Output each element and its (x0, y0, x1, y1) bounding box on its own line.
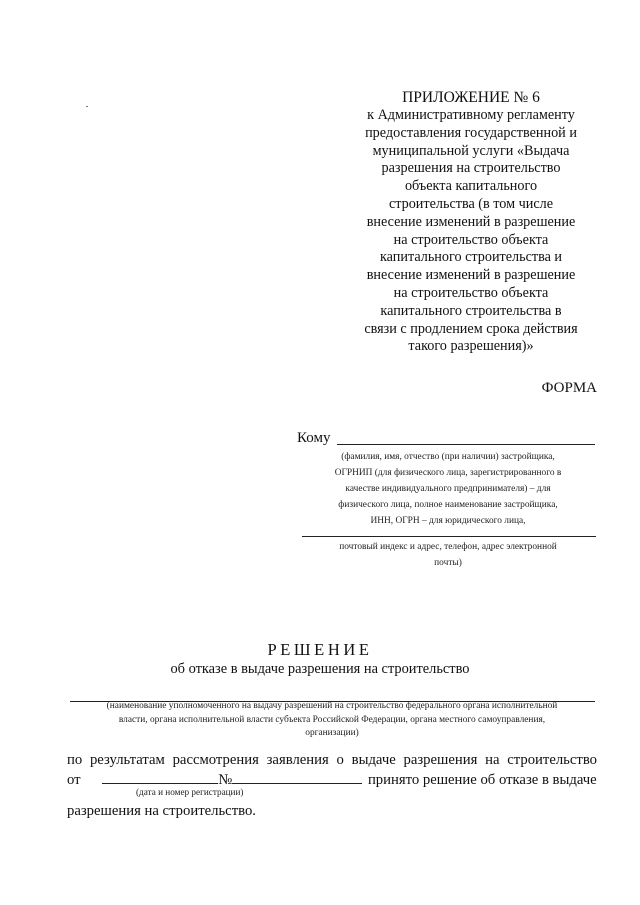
decision-line-1: по результатам рассмотрения заявления о выдаче разрешения на строительство (67, 752, 597, 768)
annex-line: объекта капитального (404, 178, 538, 195)
hint-line: почтовый индекс и адрес, телефон, адрес электронной (339, 542, 557, 552)
recipient-row (297, 430, 597, 450)
date-field[interactable] (102, 771, 218, 784)
recipient-name-line[interactable] (337, 430, 595, 445)
annex-line: связи с продлением срока действия (364, 320, 578, 337)
annex-line: к Административному регламенту (367, 107, 575, 123)
hint-line: ОГРНИП (для физического лица, зарегистрированного в (334, 468, 562, 478)
annex-line: строительства (в том числе (388, 195, 554, 212)
hint-line: организации) (305, 728, 359, 739)
annex-line: разрешения на строительство (381, 160, 561, 177)
decision-line-2-suffix: принято решение об отказе в выдаче (367, 772, 597, 788)
recipient-address-line[interactable] (302, 522, 596, 537)
date-hint: (дата и номер регистрации) (136, 787, 244, 797)
annex-line: внесение изменений в разрешение (366, 213, 576, 230)
hint-line: ИНН, ОГРН – для юридического лица, (370, 516, 526, 526)
annex-header (340, 88, 602, 356)
recipient-label: Кому (297, 430, 331, 446)
number-sign: № (218, 772, 233, 788)
annex-line: на строительство объекта (393, 231, 549, 248)
annex-line: такого разрешения)» (408, 338, 534, 355)
decision-subtitle: об отказе в выдаче разрешения на строительство (170, 661, 470, 677)
annex-line: предоставления государственной и (365, 124, 577, 141)
decision-title: РЕШЕНИЕ (267, 640, 373, 659)
hint-line: качестве индивидуального предпринимателя) – для (345, 484, 551, 494)
address-hint (300, 539, 596, 571)
authority-hint (62, 700, 602, 741)
recipient-hint (300, 449, 596, 529)
hint-line: (наименование уполномоченного на выдачу разрешений на строительство федерального органа исполнительной (106, 701, 558, 711)
annex-title: ПРИЛОЖЕНИЕ № 6 (402, 89, 540, 106)
form-label: ФОРМА (541, 380, 597, 396)
hint-line: физического лица, полное наименование застройщика, (338, 500, 558, 510)
annex-line: на строительство объекта (393, 284, 549, 301)
annex-line: муниципальной услуги «Выдача (372, 142, 570, 159)
hint-line: почты) (434, 558, 462, 568)
annex-line: капитального строительства в (380, 302, 562, 319)
scan-speck (86, 106, 88, 107)
annex-line: внесение изменений в разрешение (366, 267, 576, 284)
registration-number-field[interactable] (232, 771, 362, 784)
hint-line: (фамилия, имя, отчество (при наличии) застройщика, (341, 452, 555, 462)
from-label: от (67, 772, 81, 788)
decision-line-3: разрешения на строительство. (67, 803, 256, 819)
annex-line: капитального строительства и (379, 249, 563, 266)
hint-line: власти, органа исполнительной власти субъекта Российской Федерации, органа местного самоуправления, (118, 714, 546, 725)
